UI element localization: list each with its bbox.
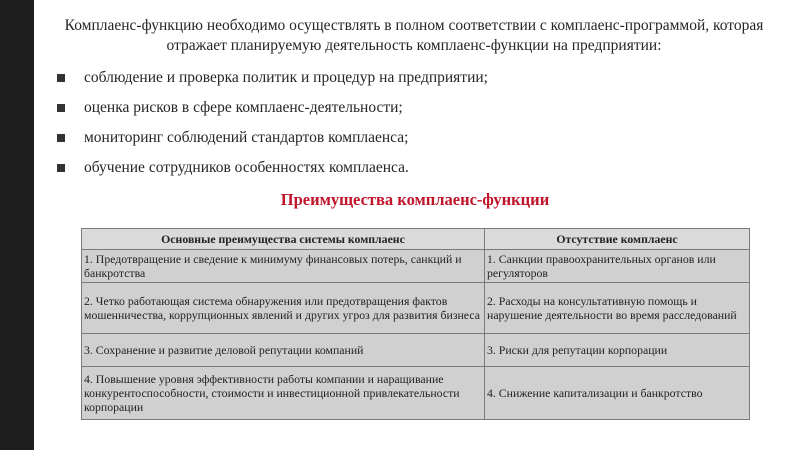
section-title: Преимущества комплаенс-функции <box>280 190 550 209</box>
table-cell: 4. Повышение уровня эффективности работы компании и наращивание конкурентоспособности, стоимости и инвестиционной привлекательности корпорации <box>82 367 485 420</box>
bullet-text: оценка рисков в сфере комплаенс-деятельности; <box>84 99 403 116</box>
table-cell: 1. Санкции правоохранительных органов или регуляторов <box>485 250 750 283</box>
square-bullet-icon <box>57 134 65 142</box>
table-row <box>82 334 750 367</box>
header-advantages: Основные преимущества системы комплаенс <box>82 229 485 250</box>
bullet-item <box>54 68 754 88</box>
advantages-table <box>81 228 750 420</box>
table-cell: 4. Снижение капитализации и банкротство <box>485 367 750 420</box>
bullet-item <box>54 98 754 118</box>
header-no-compliance: Отсутствие комплаенс <box>485 229 750 250</box>
bullet-text: обучение сотрудников особенностях комплаенса. <box>84 159 409 176</box>
table-cell: 2. Четко работающая система обнаружения или предотвращения фактов мошенничества, коррупционных явлений и других угроз для развития бизнеса <box>82 283 485 334</box>
table-row <box>82 250 750 283</box>
table-row <box>82 367 750 420</box>
bullet-item <box>54 128 754 148</box>
left-accent-bar <box>0 0 34 450</box>
bullet-text: соблюдение и проверка политик и процедур на предприятии; <box>84 69 488 86</box>
table-header-row <box>82 229 750 250</box>
bullet-item <box>54 158 754 178</box>
table-cell: 1. Предотвращение и сведение к минимуму финансовых потерь, санкций и банкротства <box>82 250 485 283</box>
table-cell: 2. Расходы на консультативную помощь и нарушение деятельности во время расследований <box>485 283 750 334</box>
intro-paragraph: Комплаенс-функцию необходимо осуществлять в полном соответствии с комплаенс-программой, которая отражает планируемую деятельность комплаенс-функции на предприятии: <box>64 17 764 54</box>
bullet-list <box>54 68 754 188</box>
square-bullet-icon <box>57 104 65 112</box>
table-cell: 3. Сохранение и развитие деловой репутации компаний <box>82 334 485 367</box>
square-bullet-icon <box>57 74 65 82</box>
table-row <box>82 283 750 334</box>
table-cell: 3. Риски для репутации корпорации <box>485 334 750 367</box>
square-bullet-icon <box>57 164 65 172</box>
bullet-text: мониторинг соблюдений стандартов комплаенса; <box>84 129 409 146</box>
